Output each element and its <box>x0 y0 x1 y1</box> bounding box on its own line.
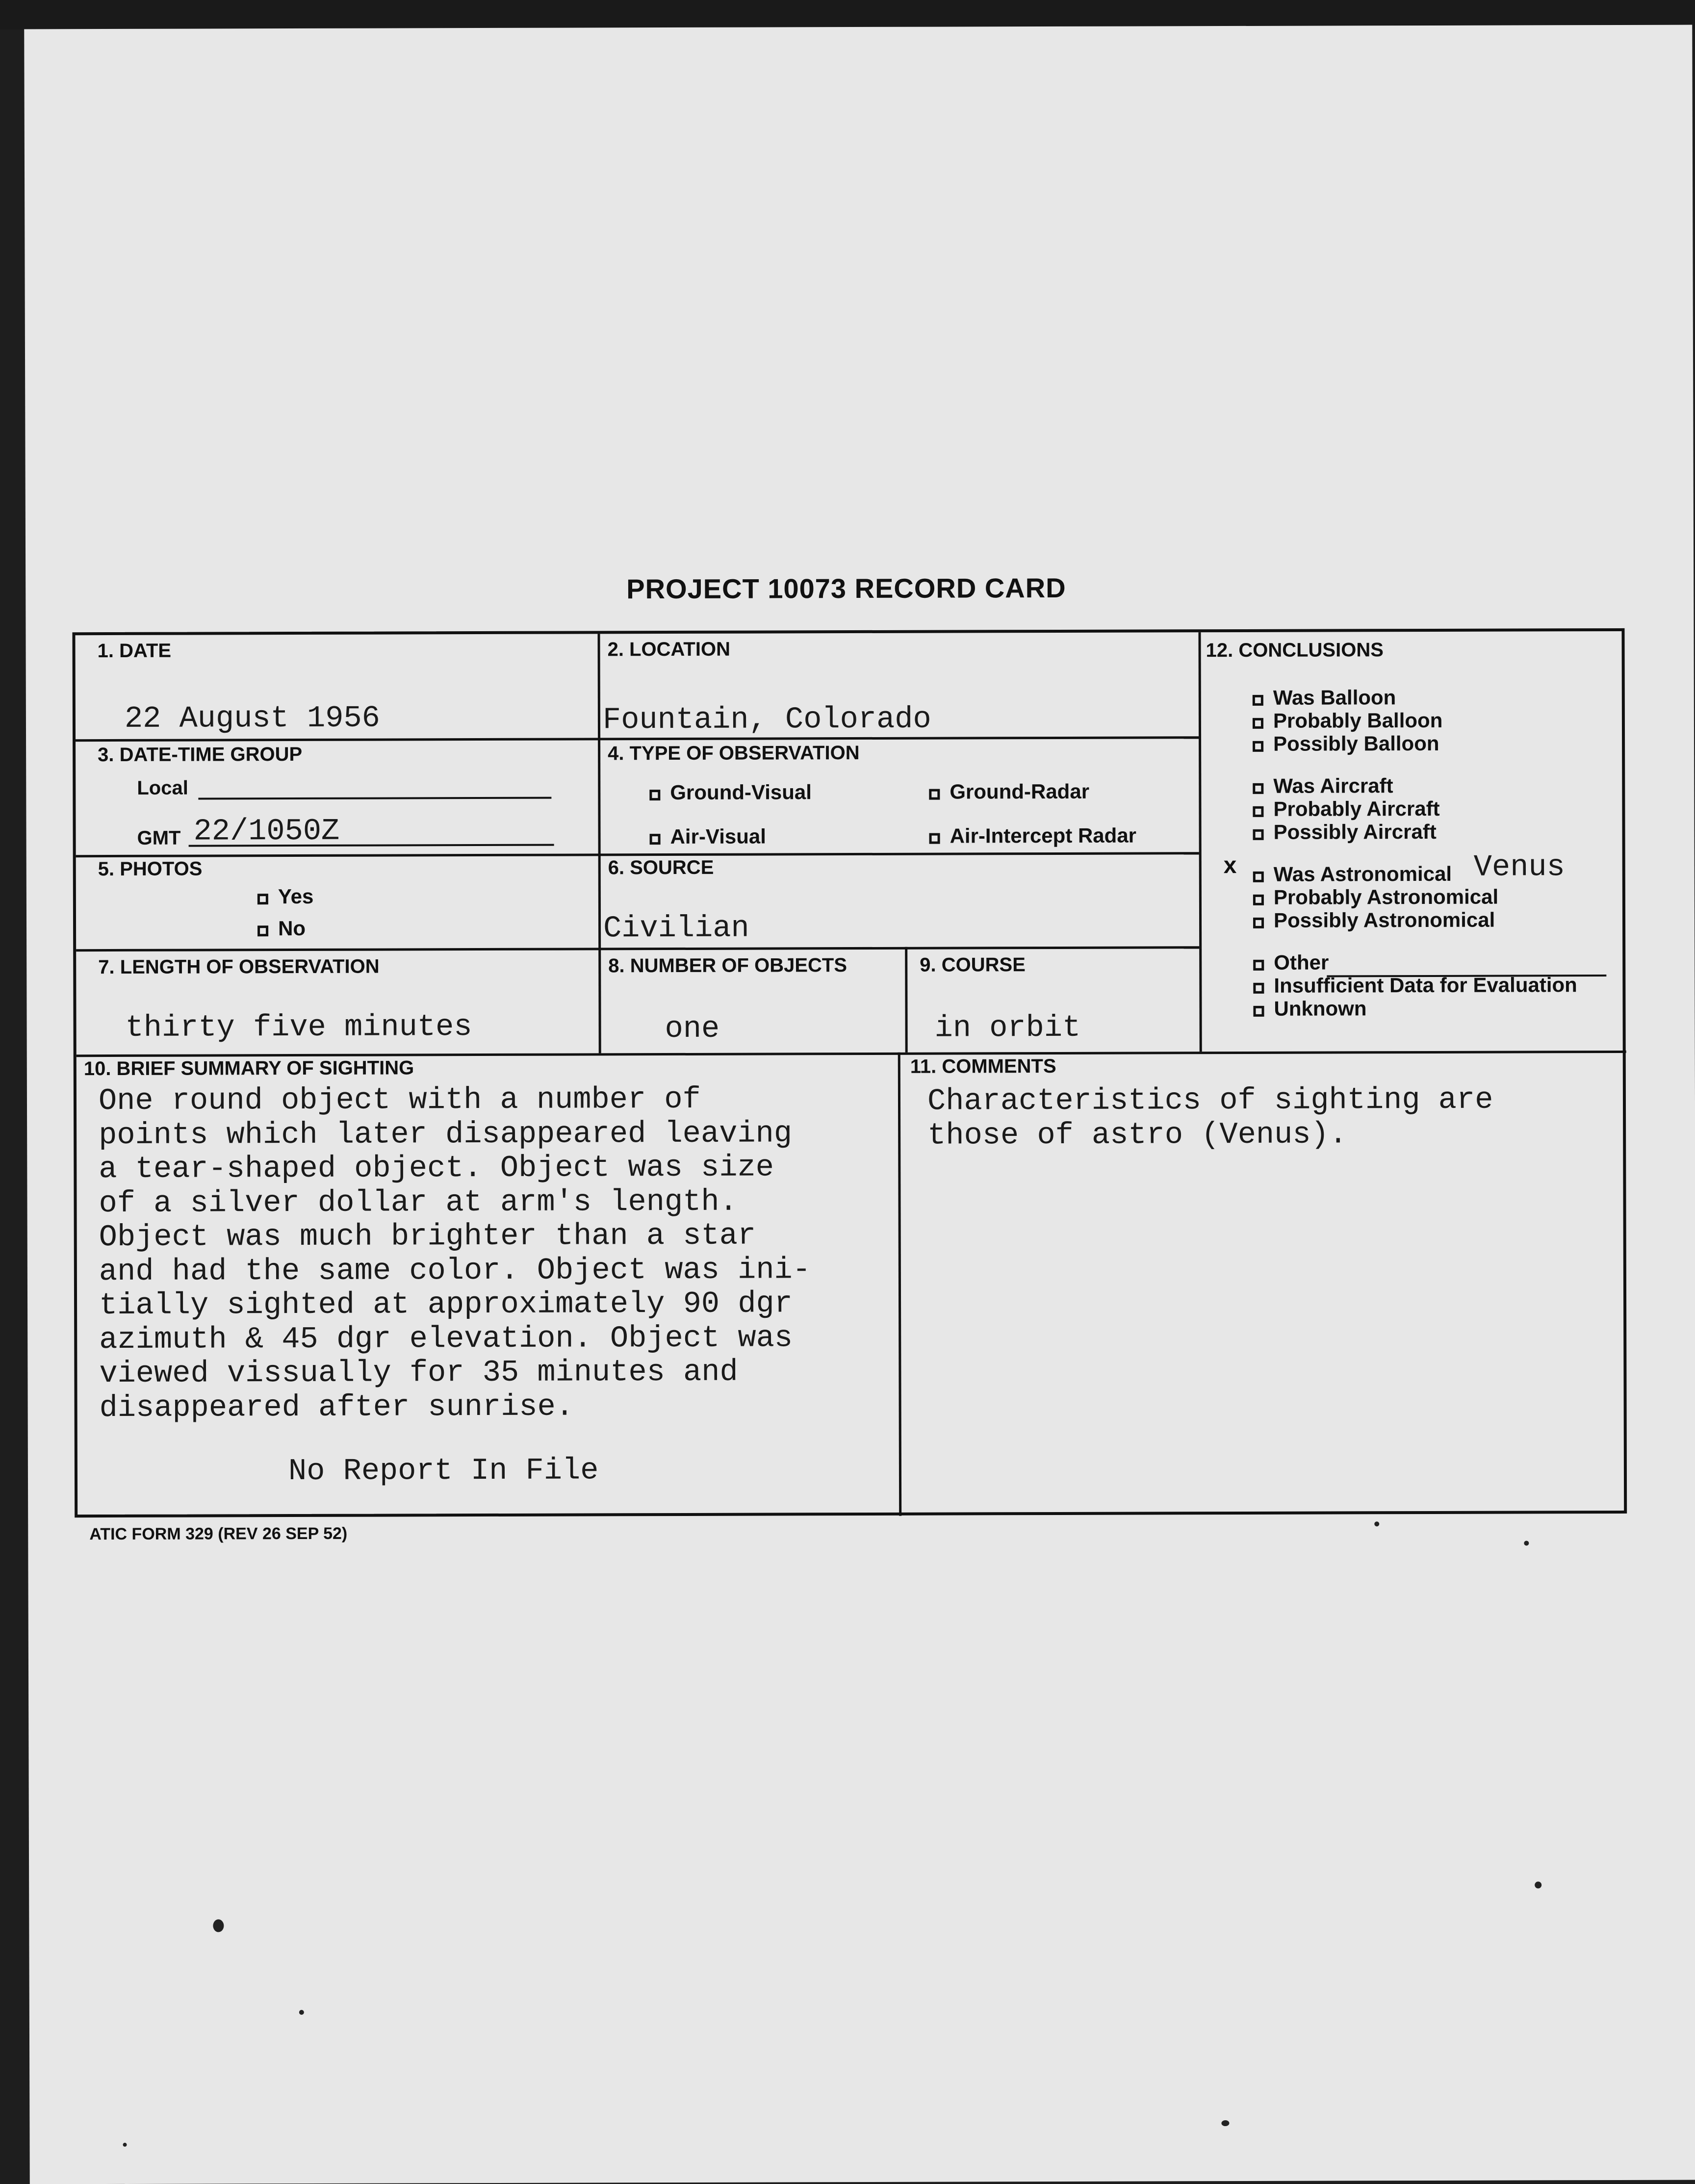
summary-line: points which later disappeared leaving <box>99 1115 793 1153</box>
checkbox-air-visual <box>650 834 661 845</box>
summary-line: viewed vissually for 35 minutes and <box>99 1354 738 1391</box>
length-label: 7. LENGTH OF OBSERVATION <box>98 955 380 978</box>
local-underline <box>198 797 551 800</box>
scan-speck <box>299 2010 304 2015</box>
page-title: PROJECT 10073 RECORD CARD <box>626 572 1066 605</box>
obs-air-visual <box>650 825 766 849</box>
comments-line: Characteristics of sighting are <box>927 1082 1493 1119</box>
conclusion-label: Was Balloon <box>1273 686 1396 709</box>
conclusion-option <box>1253 951 1329 975</box>
form-number: ATIC FORM 329 (REV 26 SEP 52) <box>89 1524 348 1544</box>
date-label: 1. DATE <box>97 640 172 662</box>
photos-no-label: No <box>278 916 306 940</box>
scan-speck <box>1221 2120 1229 2126</box>
record-card-sheet <box>24 25 1695 2184</box>
conclusion-option <box>1253 973 1577 998</box>
conclusion-label: Possibly Aircraft <box>1273 820 1437 844</box>
checkbox-photos-no-checked <box>257 925 268 936</box>
checkbox-conclusion <box>1253 918 1264 928</box>
summary-text <box>99 1082 811 1425</box>
conclusion-label: Insufficient Data for Evaluation <box>1274 973 1577 997</box>
obs-air-intercept-label: Air-Intercept Radar <box>950 823 1137 848</box>
comments-label: 11. COMMENTS <box>910 1055 1056 1078</box>
location-label: 2. LOCATION <box>607 638 731 661</box>
local-label: Local <box>137 777 188 799</box>
summary-label: 10. BRIEF SUMMARY OF SIGHTING <box>83 1057 414 1080</box>
conclusion-label: Unknown <box>1274 997 1367 1020</box>
summary-line: azimuth & 45 dgr elevation. Object was <box>99 1320 793 1357</box>
obs-air-visual-label: Air-Visual <box>670 824 766 848</box>
conclusion-option <box>1253 774 1393 798</box>
length-value: thirty five minutes <box>125 1009 472 1045</box>
conclusion-option <box>1253 732 1439 756</box>
photos-no <box>257 917 306 940</box>
checkbox-conclusion <box>1253 783 1263 794</box>
summary-line: Object was much brighter than a star <box>99 1218 756 1255</box>
divider <box>597 634 601 1053</box>
obs-type-label: 4. TYPE OF OBSERVATION <box>608 742 860 765</box>
source-label: 6. SOURCE <box>608 856 714 879</box>
checkbox-conclusion <box>1253 806 1263 817</box>
conclusion-label: Possibly Balloon <box>1273 731 1439 755</box>
checkbox-conclusion <box>1253 983 1264 994</box>
scan-speck <box>1535 1881 1541 1888</box>
checkbox-conclusion <box>1253 741 1263 752</box>
conclusions-label: 12. CONCLUSIONS <box>1206 639 1384 662</box>
conclusion-option <box>1253 908 1495 932</box>
checkbox-conclusion <box>1253 960 1264 971</box>
gmt-value: 22/1050Z <box>193 813 340 849</box>
summary-line: disappeared after sunrise. <box>99 1389 574 1425</box>
conclusion-option <box>1253 885 1498 909</box>
course-value: in orbit <box>934 1010 1081 1046</box>
photos-label: 5. PHOTOS <box>98 858 203 880</box>
divider <box>1198 632 1202 1052</box>
record-card-form <box>72 628 1627 1517</box>
conclusion-option <box>1253 997 1366 1021</box>
conclusion-option <box>1253 820 1436 844</box>
scan-speck <box>123 2143 127 2147</box>
summary-line: of a silver dollar at arm's length. <box>99 1184 738 1221</box>
checkbox-conclusion <box>1253 829 1264 840</box>
divider <box>898 1053 901 1516</box>
conclusion-label: Possibly Astronomical <box>1273 908 1495 932</box>
date-value: 22 August 1956 <box>124 700 380 736</box>
checkbox-conclusion <box>1253 718 1263 729</box>
divider <box>905 947 908 1053</box>
photos-yes-label: Yes <box>278 884 314 908</box>
divider <box>77 1051 1626 1057</box>
obs-air-intercept <box>929 824 1137 848</box>
conclusion-option <box>1253 797 1439 821</box>
checkbox-ground-radar <box>929 789 940 800</box>
photos-yes <box>257 885 314 908</box>
conclusion-option <box>1253 686 1396 710</box>
checkbox-conclusion <box>1253 695 1263 706</box>
conclusion-option <box>1253 862 1452 886</box>
objects-label: 8. NUMBER OF OBJECTS <box>608 954 848 977</box>
source-value: Civilian <box>603 910 749 946</box>
conclusion-label: Was Astronomical <box>1273 862 1452 886</box>
conclusion-checkmark: x <box>1223 852 1237 879</box>
divider <box>76 946 1199 951</box>
conclusion-label: Was Aircraft <box>1273 774 1393 797</box>
checkbox-conclusion <box>1253 895 1264 905</box>
scan-speck <box>1524 1541 1529 1545</box>
gmt-label: GMT <box>137 827 181 849</box>
dtg-label: 3. DATE-TIME GROUP <box>98 743 303 766</box>
checkbox-ground-visual-checked <box>649 790 660 800</box>
summary-line: One round object with a number of <box>98 1081 701 1119</box>
conclusion-label: Probably Aircraft <box>1273 797 1440 821</box>
conclusion-label: Probably Balloon <box>1273 708 1443 732</box>
conclusion-label: Other <box>1274 951 1329 974</box>
course-label: 9. COURSE <box>920 954 1026 976</box>
obs-ground-visual <box>649 780 812 804</box>
comments-line: those of astro (Venus). <box>927 1116 1348 1153</box>
summary-line: tially sighted at approximately 90 dgr <box>99 1286 793 1323</box>
location-value: Fountain, Colorado <box>602 701 931 738</box>
checkbox-conclusion <box>1253 872 1264 882</box>
conclusion-label: Probably Astronomical <box>1273 885 1499 909</box>
summary-line: and had the same color. Object was ini- <box>99 1252 811 1289</box>
comments-text <box>927 1083 1493 1153</box>
obs-ground-visual-label: Ground-Visual <box>670 780 812 804</box>
conclusion-option <box>1253 709 1442 733</box>
scan-speck <box>1374 1521 1379 1526</box>
checkbox-photos-yes <box>257 894 268 904</box>
objects-value: one <box>665 1011 720 1047</box>
astronomical-note: Venus <box>1473 849 1565 885</box>
obs-ground-radar <box>929 780 1089 804</box>
scan-speck <box>213 1919 224 1932</box>
obs-ground-radar-label: Ground-Radar <box>950 779 1090 803</box>
checkbox-air-intercept <box>929 833 940 844</box>
no-report-note: No Report In File <box>288 1453 599 1489</box>
checkbox-conclusion <box>1253 1006 1264 1017</box>
summary-line: a tear-shaped object. Object was size <box>99 1150 774 1187</box>
